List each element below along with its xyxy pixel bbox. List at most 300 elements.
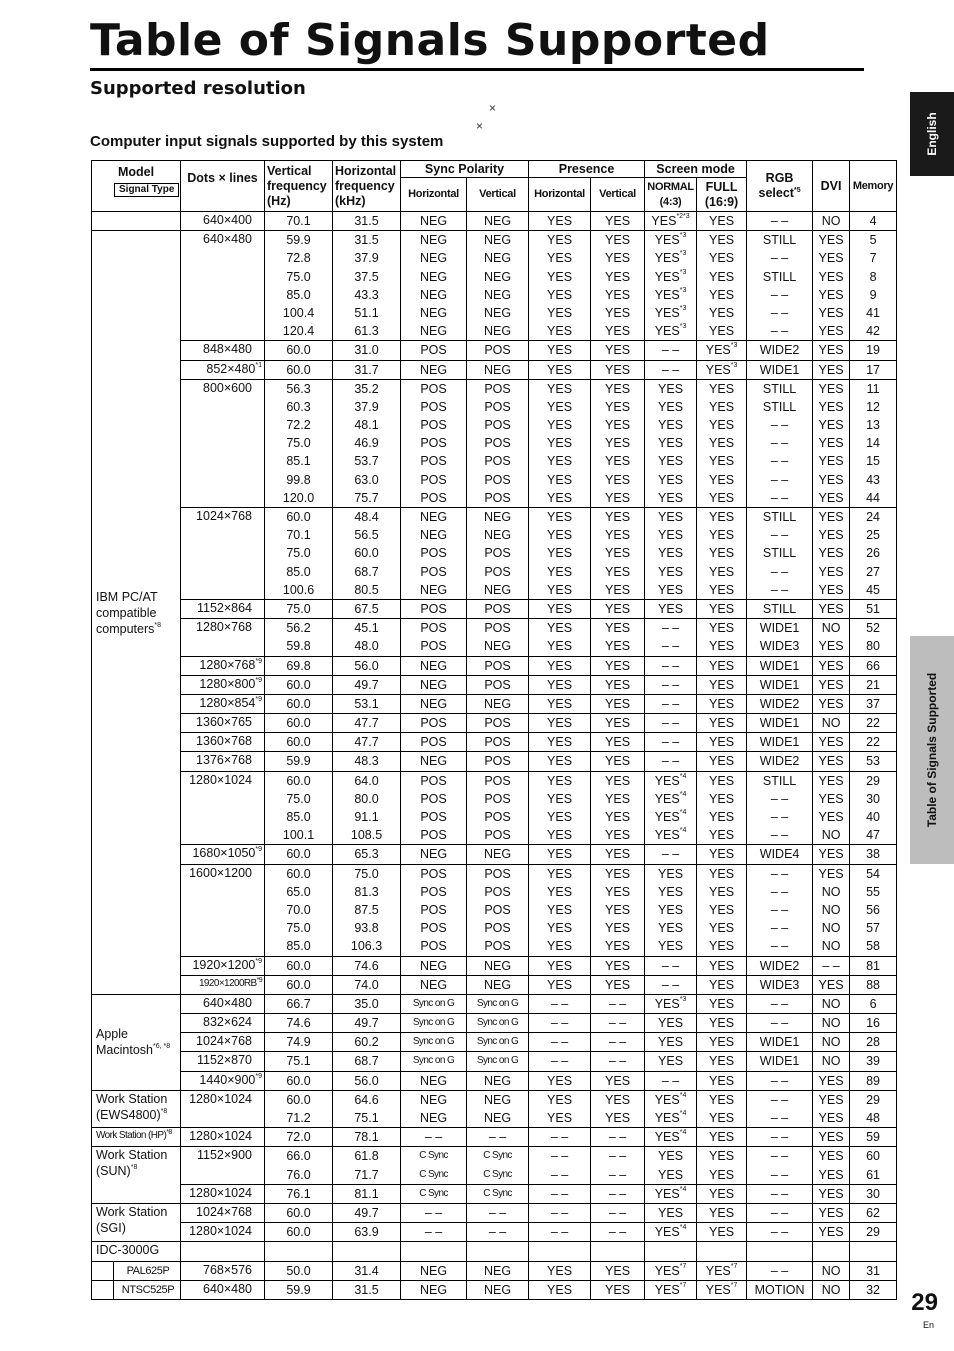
- rgb-select-cell: WIDE1: [747, 714, 813, 733]
- memory-cell: 4: [850, 212, 897, 231]
- presence-horizontal-cell: YES YES YES YES YES: [529, 508, 591, 600]
- horizontal-frequency-cell: 49.7: [333, 675, 401, 694]
- full-mode-cell: YES: [697, 1033, 747, 1052]
- dvi-cell: NO: [813, 1033, 850, 1052]
- dots-lines-cell: $852\times 480^{*1}$: [181, 360, 265, 379]
- sync-vertical-cell: C Sync C Sync: [467, 1147, 529, 1184]
- sync-horizontal-cell: POS POS POS POS POS POS POS: [401, 379, 467, 507]
- page-language-tag: En: [922, 1320, 934, 1330]
- sync-horizontal-cell: POS POS: [401, 619, 467, 656]
- normal-mode-cell: YES: [645, 599, 697, 618]
- model-cell: [92, 212, 181, 231]
- presence-vertical-cell: YES: [591, 752, 645, 771]
- presence-vertical-cell: – –: [591, 1223, 645, 1242]
- sync-horizontal-cell: NEG: [401, 1261, 467, 1280]
- model-indent-cell: [92, 1280, 114, 1299]
- memory-cell: 53: [850, 752, 897, 771]
- presence-vertical-cell: YES: [591, 1071, 645, 1090]
- presence-horizontal-cell: YES: [529, 1071, 591, 1090]
- dvi-cell: YES: [813, 1203, 850, 1222]
- memory-cell: 21: [850, 675, 897, 694]
- vertical-frequency-cell: 76.1: [265, 1184, 333, 1203]
- presence-vertical-cell: – –: [591, 1014, 645, 1033]
- normal-mode-cell: YES YES: [645, 1147, 697, 1184]
- header-full: FULL (16:9): [697, 178, 747, 212]
- presence-vertical-cell: YES YES YES YES YES YES YES: [591, 379, 645, 507]
- full-mode-cell: YES YES: [697, 1090, 747, 1127]
- dvi-cell: YES YES YES YES YES YES YES: [813, 379, 850, 507]
- dvi-cell: NO YES: [813, 619, 850, 656]
- normal-mode-cell: YES: [645, 1014, 697, 1033]
- memory-cell: 29 48: [850, 1090, 897, 1127]
- table-row: [92, 1014, 897, 1033]
- sync-vertical-cell: Sync on G: [467, 1052, 529, 1071]
- horizontal-frequency-cell: 31.5: [333, 1280, 401, 1299]
- signals-table-body: [92, 212, 897, 1300]
- header-memory: Memory: [850, 161, 897, 212]
- presence-vertical-cell: YES: [591, 212, 645, 231]
- table-row: [92, 1147, 897, 1184]
- horizontal-frequency-cell: 47.7: [333, 714, 401, 733]
- rgb-select-cell: WIDE2: [747, 752, 813, 771]
- dots-lines-cell: 832×624: [181, 1014, 265, 1033]
- rgb-select-cell: – –: [747, 1184, 813, 1203]
- sync-vertical-cell: POS: [467, 733, 529, 752]
- memory-cell: 31: [850, 1261, 897, 1280]
- model-cell: Work Station (SGI): [92, 1203, 181, 1241]
- dots-lines-cell: 1280×1024: [181, 1184, 265, 1203]
- memory-cell: 37: [850, 694, 897, 713]
- normal-mode-cell: YES YES YES YES YES: [645, 508, 697, 600]
- presence-vertical-cell: YES: [591, 694, 645, 713]
- normal-mode-cell: YES$^{*7}$: [645, 1261, 697, 1280]
- chapter-tab-label: Table of Signals Supported: [925, 672, 939, 828]
- full-mode-cell: YES: [697, 1071, 747, 1090]
- rgb-select-cell: – –: [747, 994, 813, 1013]
- horizontal-frequency-cell: 56.0: [333, 1071, 401, 1090]
- dvi-cell: YES: [813, 1128, 850, 1147]
- dots-lines-cell: $1280\times 768^{*9}$: [181, 656, 265, 675]
- header-screen-mode: Screen mode: [645, 161, 747, 178]
- sync-vertical-cell: POS: [467, 714, 529, 733]
- dvi-cell: YES: [813, 341, 850, 360]
- full-mode-cell: YES: [697, 975, 747, 994]
- presence-vertical-cell: – –: [591, 1184, 645, 1203]
- vertical-frequency-cell: 60.0: [265, 975, 333, 994]
- full-mode-cell: YES$^{*7}$: [697, 1261, 747, 1280]
- rgb-select-cell: – –: [747, 1014, 813, 1033]
- table-row: [92, 341, 897, 360]
- sync-vertical-cell: POS: [467, 752, 529, 771]
- memory-cell: 60 61: [850, 1147, 897, 1184]
- presence-vertical-cell: YES YES YES YES: [591, 771, 645, 845]
- horizontal-frequency-cell: 60.2: [333, 1033, 401, 1052]
- header-sync-polarity: Sync Polarity: [401, 161, 529, 178]
- dots-lines-cell: 1024×768: [181, 1033, 265, 1052]
- table-row: [92, 656, 897, 675]
- dots-lines-cell: 640×480: [181, 231, 265, 341]
- rgb-select-cell: – –: [747, 1203, 813, 1222]
- sync-vertical-cell: POS: [467, 656, 529, 675]
- presence-vertical-cell: YES YES YES YES YES YES: [591, 231, 645, 341]
- vertical-frequency-cell: 74.9: [265, 1033, 333, 1052]
- sync-vertical-cell: POS NEG: [467, 619, 529, 656]
- sync-horizontal-cell: NEG NEG POS POS NEG: [401, 508, 467, 600]
- dots-lines-cell: 1152×870: [181, 1052, 265, 1071]
- presence-horizontal-cell: YES YES YES YES YES YES YES: [529, 379, 591, 507]
- vertical-frequency-cell: 74.6: [265, 1014, 333, 1033]
- vertical-frequency-cell: 66.0 76.0: [265, 1147, 333, 1184]
- sync-horizontal-cell: POS: [401, 714, 467, 733]
- full-mode-cell: YES YES: [697, 1147, 747, 1184]
- full-mode-cell: YES: [697, 1128, 747, 1147]
- horizontal-frequency-cell: 74.0: [333, 975, 401, 994]
- sync-vertical-cell: POS: [467, 341, 529, 360]
- table-row: [92, 975, 897, 994]
- horizontal-frequency-cell: 81.1: [333, 1184, 401, 1203]
- rgb-select-cell: STILL STILL – – – – – – – – – –: [747, 379, 813, 507]
- dvi-cell: YES NO NO NO NO: [813, 864, 850, 956]
- horizontal-frequency-cell: 35.2 37.9 48.1 46.9 53.7 63.0 75.7: [333, 379, 401, 507]
- sync-vertical-cell: Sync on G: [467, 994, 529, 1013]
- sync-vertical-cell: POS: [467, 675, 529, 694]
- dots-lines-cell: $1280\times 854^{*9}$: [181, 694, 265, 713]
- full-mode-cell: YES: [697, 1184, 747, 1203]
- horizontal-frequency-cell: 61.8 71.7: [333, 1147, 401, 1184]
- table-row: [92, 1090, 897, 1127]
- full-mode-cell: [697, 1242, 747, 1261]
- rgb-select-cell: WIDE1: [747, 656, 813, 675]
- sync-vertical-cell: NEG: [467, 956, 529, 975]
- dvi-cell: NO: [813, 1052, 850, 1071]
- vertical-frequency-cell: 56.2 59.8: [265, 619, 333, 656]
- sync-vertical-cell: – –: [467, 1203, 529, 1222]
- presence-horizontal-cell: YES: [529, 360, 591, 379]
- model-cell: Apple Macintosh$^{*6, *8}$: [92, 994, 181, 1090]
- horizontal-frequency-cell: 31.7: [333, 360, 401, 379]
- sync-vertical-cell: NEG: [467, 975, 529, 994]
- vertical-frequency-cell: 75.0: [265, 599, 333, 618]
- vertical-frequency-cell: 60.0 71.2: [265, 1090, 333, 1127]
- memory-cell: 32: [850, 1280, 897, 1299]
- horizontal-frequency-cell: 64.0 80.0 91.1 108.5: [333, 771, 401, 845]
- table-row: [92, 231, 897, 341]
- presence-vertical-cell: YES: [591, 975, 645, 994]
- dvi-cell: YES: [813, 694, 850, 713]
- dots-lines-cell: $1920\times 1200RB^{*9}$: [181, 975, 265, 994]
- dots-lines-cell: 1152×900: [181, 1147, 265, 1184]
- presence-horizontal-cell: YES YES YES YES: [529, 771, 591, 845]
- vertical-frequency-cell: 59.9: [265, 1280, 333, 1299]
- table-row: [92, 994, 897, 1013]
- memory-cell: 51: [850, 599, 897, 618]
- table-row: [92, 508, 897, 600]
- rgb-select-cell: WIDE1: [747, 1052, 813, 1071]
- sync-vertical-cell: POS: [467, 599, 529, 618]
- presence-vertical-cell: YES YES YES YES YES: [591, 508, 645, 600]
- normal-mode-cell: – –: [645, 341, 697, 360]
- sync-horizontal-cell: – –: [401, 1203, 467, 1222]
- full-mode-cell: YES: [697, 212, 747, 231]
- full-mode-cell: YES: [697, 752, 747, 771]
- memory-cell: 11 12 13 14 15 43 44: [850, 379, 897, 507]
- page-number: 29: [911, 1289, 938, 1316]
- full-mode-cell: YES: [697, 1052, 747, 1071]
- presence-horizontal-cell: YES: [529, 1280, 591, 1299]
- memory-cell: 16: [850, 1014, 897, 1033]
- sync-horizontal-cell: Sync on G: [401, 1033, 467, 1052]
- dvi-cell: [813, 1242, 850, 1261]
- full-mode-cell: YES: [697, 845, 747, 864]
- table-row: [92, 675, 897, 694]
- memory-cell: 28: [850, 1033, 897, 1052]
- presence-vertical-cell: YES: [591, 341, 645, 360]
- vertical-frequency-cell: 60.0: [265, 694, 333, 713]
- dvi-cell: NO: [813, 1280, 850, 1299]
- dvi-cell: YES YES YES YES YES: [813, 508, 850, 600]
- vertical-frequency-cell: 69.8: [265, 656, 333, 675]
- presence-horizontal-cell: YES: [529, 956, 591, 975]
- dvi-cell: YES: [813, 599, 850, 618]
- horizontal-frequency-cell: 56.0: [333, 656, 401, 675]
- sync-vertical-cell: NEG NEG POS POS NEG: [467, 508, 529, 600]
- memory-cell: 89: [850, 1071, 897, 1090]
- vertical-frequency-cell: 60.0: [265, 1223, 333, 1242]
- rgb-select-cell: – –: [747, 212, 813, 231]
- horizontal-frequency-cell: 78.1: [333, 1128, 401, 1147]
- rgb-select-cell: STILL – – STILL – – – – – –: [747, 231, 813, 341]
- dvi-cell: NO: [813, 1261, 850, 1280]
- presence-horizontal-cell: YES: [529, 212, 591, 231]
- sync-horizontal-cell: [401, 1242, 467, 1261]
- header-rgb-select: RGB select$^{*5}$: [747, 161, 813, 212]
- vertical-frequency-cell: 60.0 75.0 85.0 100.1: [265, 771, 333, 845]
- presence-vertical-cell: YES: [591, 845, 645, 864]
- sync-horizontal-cell: – –: [401, 1223, 467, 1242]
- normal-mode-cell: – –: [645, 675, 697, 694]
- full-mode-cell: YES: [697, 1014, 747, 1033]
- dvi-cell: NO: [813, 212, 850, 231]
- presence-vertical-cell: YES: [591, 956, 645, 975]
- dots-lines-cell: 1280×768: [181, 619, 265, 656]
- sync-vertical-cell: [467, 1242, 529, 1261]
- header-horizontal-frequency: Horizontal frequency (kHz): [333, 161, 401, 212]
- dots-lines-cell: $1680\times 1050^{*9}$: [181, 845, 265, 864]
- presence-horizontal-cell: [529, 1242, 591, 1261]
- model-indent-cell: [92, 1261, 114, 1280]
- sync-horizontal-cell: NEG: [401, 212, 467, 231]
- table-row: [92, 1071, 897, 1090]
- horizontal-frequency-cell: 49.7: [333, 1203, 401, 1222]
- dvi-cell: YES: [813, 845, 850, 864]
- rgb-select-cell: WIDE2: [747, 341, 813, 360]
- sync-vertical-cell: NEG: [467, 1280, 529, 1299]
- table-row: [92, 1052, 897, 1071]
- sync-vertical-cell: NEG: [467, 360, 529, 379]
- sync-horizontal-cell: NEG: [401, 675, 467, 694]
- presence-horizontal-cell: YES: [529, 694, 591, 713]
- memory-cell: 22: [850, 733, 897, 752]
- dots-lines-cell: 800×600: [181, 379, 265, 507]
- horizontal-frequency-cell: [333, 1242, 401, 1261]
- horizontal-frequency-cell: 53.1: [333, 694, 401, 713]
- memory-cell: 66: [850, 656, 897, 675]
- sync-vertical-cell: NEG: [467, 1071, 529, 1090]
- dots-lines-cell: 848×480: [181, 341, 265, 360]
- presence-horizontal-cell: – –: [529, 1128, 591, 1147]
- normal-mode-cell: – – – –: [645, 619, 697, 656]
- dvi-cell: NO: [813, 714, 850, 733]
- signal-type-cell: NTSC525P: [114, 1280, 181, 1299]
- presence-vertical-cell: – –: [591, 994, 645, 1013]
- sync-vertical-cell: POS POS POS POS POS: [467, 864, 529, 956]
- sync-horizontal-cell: NEG: [401, 656, 467, 675]
- vertical-frequency-cell: 60.0: [265, 1071, 333, 1090]
- full-mode-cell: YES: [697, 675, 747, 694]
- presence-vertical-cell: YES YES: [591, 1090, 645, 1127]
- horizontal-frequency-cell: 31.5 37.9 37.5 43.3 51.1 61.3: [333, 231, 401, 341]
- presence-horizontal-cell: YES: [529, 752, 591, 771]
- memory-cell: 39: [850, 1052, 897, 1071]
- language-tab[interactable]: [910, 92, 954, 176]
- memory-cell: 52 80: [850, 619, 897, 656]
- table-row: [92, 619, 897, 656]
- times-symbol: ×: [489, 101, 497, 115]
- table-row: [92, 694, 897, 713]
- vertical-frequency-cell: 50.0: [265, 1261, 333, 1280]
- sync-horizontal-cell: NEG NEG: [401, 1090, 467, 1127]
- dvi-cell: YES: [813, 975, 850, 994]
- sync-horizontal-cell: Sync on G: [401, 1014, 467, 1033]
- normal-mode-cell: – –: [645, 1071, 697, 1090]
- presence-vertical-cell: – –: [591, 1203, 645, 1222]
- memory-cell: 88: [850, 975, 897, 994]
- dots-lines-cell: $1280\times 800^{*9}$: [181, 675, 265, 694]
- header-presence-horizontal: Horizontal: [529, 178, 591, 212]
- sync-vertical-cell: – –: [467, 1128, 529, 1147]
- table-row: [92, 1203, 897, 1222]
- normal-mode-cell: YES$^{*3}$: [645, 994, 697, 1013]
- full-mode-cell: YES: [697, 1203, 747, 1222]
- sync-vertical-cell: NEG NEG NEG NEG NEG NEG: [467, 231, 529, 341]
- rgb-select-cell: WIDE1: [747, 360, 813, 379]
- sync-vertical-cell: – –: [467, 1223, 529, 1242]
- vertical-frequency-cell: 60.0: [265, 341, 333, 360]
- sync-vertical-cell: NEG: [467, 212, 529, 231]
- presence-vertical-cell: YES: [591, 656, 645, 675]
- rgb-select-cell: WIDE3: [747, 975, 813, 994]
- vertical-frequency-cell: 66.7: [265, 994, 333, 1013]
- vertical-frequency-cell: 59.9 72.8 75.0 85.0 100.4 120.4: [265, 231, 333, 341]
- vertical-frequency-cell: 60.0: [265, 1203, 333, 1222]
- dots-lines-cell: 1600×1200: [181, 864, 265, 956]
- rgb-select-cell: STILL – – STILL – – – –: [747, 508, 813, 600]
- rgb-select-cell: WIDE4: [747, 845, 813, 864]
- presence-horizontal-cell: YES: [529, 733, 591, 752]
- vertical-frequency-cell: 60.0 65.0 70.0 75.0 85.0: [265, 864, 333, 956]
- vertical-frequency-cell: 59.9: [265, 752, 333, 771]
- normal-mode-cell: – –: [645, 656, 697, 675]
- memory-cell: 54 55 56 57 58: [850, 864, 897, 956]
- presence-horizontal-cell: YES: [529, 599, 591, 618]
- vertical-frequency-cell: 70.1: [265, 212, 333, 231]
- full-mode-cell: YES: [697, 1223, 747, 1242]
- vertical-frequency-cell: 60.0: [265, 714, 333, 733]
- vertical-frequency-cell: 56.3 60.3 72.2 75.0 85.1 99.8 120.0: [265, 379, 333, 507]
- table-row: [92, 1242, 897, 1261]
- title-rule: [90, 68, 864, 71]
- vertical-frequency-cell: 60.0: [265, 733, 333, 752]
- horizontal-frequency-cell: 67.5: [333, 599, 401, 618]
- rgb-select-cell: WIDE1: [747, 675, 813, 694]
- memory-cell: 17: [850, 360, 897, 379]
- sync-horizontal-cell: POS: [401, 341, 467, 360]
- table-row: [92, 599, 897, 618]
- horizontal-frequency-cell: 31.4: [333, 1261, 401, 1280]
- signal-type-cell: PAL625P: [114, 1261, 181, 1280]
- sync-horizontal-cell: C Sync: [401, 1184, 467, 1203]
- horizontal-frequency-cell: 31.5: [333, 212, 401, 231]
- sync-horizontal-cell: NEG: [401, 1071, 467, 1090]
- presence-vertical-cell: YES YES YES YES YES: [591, 864, 645, 956]
- presence-horizontal-cell: YES: [529, 656, 591, 675]
- table-row: [92, 212, 897, 231]
- dots-lines-cell: 1280×1024: [181, 1223, 265, 1242]
- normal-mode-cell: YES$^{*7}$: [645, 1280, 697, 1299]
- language-tab-label: English: [925, 112, 939, 156]
- sync-horizontal-cell: NEG: [401, 956, 467, 975]
- dvi-cell: YES: [813, 752, 850, 771]
- header-model: [92, 161, 181, 212]
- rgb-select-cell: MOTION: [747, 1280, 813, 1299]
- dvi-cell: NO: [813, 994, 850, 1013]
- full-mode-cell: YES YES YES YES YES YES: [697, 231, 747, 341]
- rgb-select-cell: – – – – – – – – – –: [747, 864, 813, 956]
- header-vertical-frequency: Vertical frequency (Hz): [265, 161, 333, 212]
- presence-horizontal-cell: YES: [529, 714, 591, 733]
- full-mode-cell: YES: [697, 656, 747, 675]
- rgb-select-cell: WIDE2: [747, 956, 813, 975]
- memory-cell: [850, 1242, 897, 1261]
- rgb-select-cell: – –: [747, 1261, 813, 1280]
- full-mode-cell: YES YES YES YES YES: [697, 864, 747, 956]
- vertical-frequency-cell: 60.0: [265, 956, 333, 975]
- rgb-select-cell: STILL: [747, 599, 813, 618]
- chapter-tab[interactable]: [910, 636, 954, 864]
- normal-mode-cell: – –: [645, 752, 697, 771]
- dvi-cell: YES: [813, 1071, 850, 1090]
- sync-vertical-cell: NEG: [467, 845, 529, 864]
- sync-vertical-cell: Sync on G: [467, 1033, 529, 1052]
- presence-horizontal-cell: YES: [529, 341, 591, 360]
- horizontal-frequency-cell: 65.3: [333, 845, 401, 864]
- sync-horizontal-cell: NEG: [401, 360, 467, 379]
- model-cell: Work Station (SUN)$^{*8}$: [92, 1147, 181, 1204]
- normal-mode-cell: YES$^{*4}$ YES$^{*4}$: [645, 1090, 697, 1127]
- model-cell: IDC-3000G: [92, 1242, 181, 1261]
- sync-vertical-cell: NEG NEG: [467, 1090, 529, 1127]
- presence-horizontal-cell: YES YES YES YES YES: [529, 864, 591, 956]
- horizontal-frequency-cell: 45.1 48.0: [333, 619, 401, 656]
- sync-horizontal-cell: NEG: [401, 752, 467, 771]
- normal-mode-cell: YES: [645, 1033, 697, 1052]
- presence-vertical-cell: – –: [591, 1052, 645, 1071]
- presence-vertical-cell: [591, 1242, 645, 1261]
- dvi-cell: YES: [813, 656, 850, 675]
- sync-horizontal-cell: – –: [401, 1128, 467, 1147]
- presence-vertical-cell: YES: [591, 360, 645, 379]
- times-symbol: ×: [476, 119, 484, 133]
